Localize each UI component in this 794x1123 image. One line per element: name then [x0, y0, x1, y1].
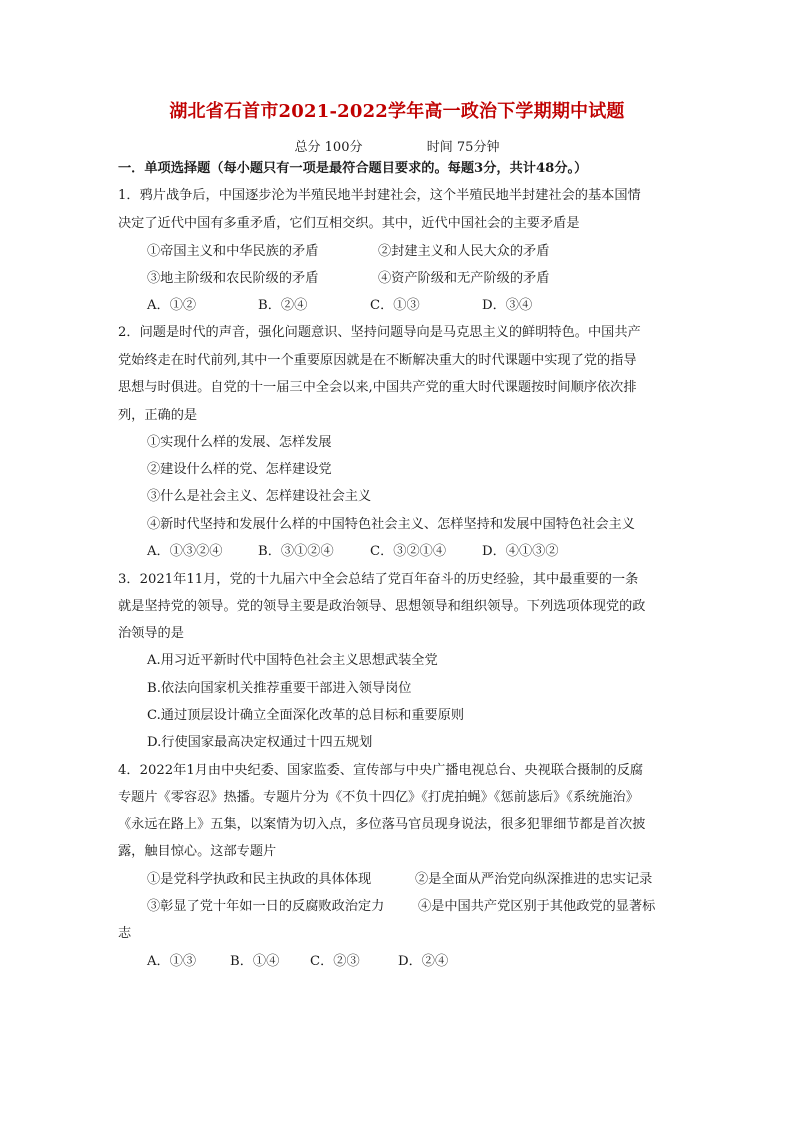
- q4-statement-4: ④是中国共产党区别于其他政党的显著标: [418, 899, 656, 914]
- q1-statement-2: ②封建主义和人民大众的矛盾: [378, 244, 550, 259]
- q4-stem-line4: 露，触目惊心。这部专题片: [118, 844, 277, 859]
- q4-statement-4-cont: 志: [118, 926, 132, 941]
- q4-stem-line2: 专题片《零容忍》热播。专题片分为《不负十四亿》《打虎拍蝇》《惩前毖后》《系统施治》: [118, 790, 639, 805]
- q3-stem-line3: 治领导的是: [118, 626, 184, 641]
- section-heading: 一．单项选择题（每小题只有一项是最符合题目要求的。每题3分，共计48分。）: [118, 161, 588, 176]
- q4-option-c: C．②③: [310, 954, 360, 969]
- q2-option-c: C．③②①④: [370, 544, 447, 559]
- q2-stem-line3: 思想与时俱进。自党的十一届三中全会以来,中国共产党的重大时代课题按时间顺序依次排: [118, 380, 637, 395]
- q4-statement-3: ③彰显了党十年如一日的反腐败政治定力: [147, 899, 385, 914]
- q3-option-a: A.用习近平新时代中国特色社会主义思想武装全党: [147, 653, 438, 668]
- q1-option-a: A．①②: [147, 298, 197, 313]
- q4-option-b: B．①④: [230, 954, 280, 969]
- q1-option-c: C．①③: [370, 298, 420, 313]
- exam-meta: [0, 136, 794, 155]
- q4-statement-2: ②是全面从严治党向纵深推进的忠实记录: [415, 872, 653, 887]
- q2-stem-line2: 党始终走在时代前列,其中一个重要原因就是在不断解决重大的时代课题中实现了党的指导: [118, 353, 637, 368]
- q4-stem-line1: 4．2022年1月由中央纪委、国家监委、宣传部与中央广播电视总台、央视联合摄制的反腐: [118, 763, 644, 778]
- page-title: 湖北省石首市2021-2022学年高一政治下学期期中试题: [169, 101, 625, 122]
- q3-option-c: C.通过顶层设计确立全面深化改革的总目标和重要原则: [147, 708, 465, 723]
- exam-time: 时间 75分钟: [426, 140, 500, 155]
- q1-option-d: D．③④: [482, 298, 533, 313]
- q3-option-b: B.依法向国家机关推荐重要干部进入领导岗位: [147, 681, 412, 696]
- q4-stem-line3: 《永远在路上》五集，以案情为切入点，多位落马官员现身说法，很多犯罪细节都是首次披: [118, 817, 646, 832]
- q1-statement-3: ③地主阶级和农民阶级的矛盾: [147, 271, 319, 286]
- q4-option-a: A．①③: [147, 954, 197, 969]
- q3-option-d: D.行使国家最高决定权通过十四五规划: [147, 735, 373, 750]
- total-score: 总分 100分: [294, 140, 363, 155]
- q2-statement-3: ③什么是社会主义、怎样建设社会主义: [147, 489, 372, 504]
- q1-statement-1: ①帝国主义和中华民族的矛盾: [147, 244, 319, 259]
- q2-statement-4: ④新时代坚持和发展什么样的中国特色社会主义、怎样坚持和发展中国特色社会主义: [147, 517, 635, 532]
- q1-stem-line1: 1．鸦片战争后，中国逐步沦为半殖民地半封建社会，这个半殖民地半封建社会的基本国情: [118, 188, 641, 203]
- q2-statement-1: ①实现什么样的发展、怎样发展: [147, 435, 332, 450]
- q2-option-a: A．①③②④: [147, 544, 223, 559]
- q4-statement-1: ①是党科学执政和民主执政的具体体现: [147, 872, 372, 887]
- q1-stem-line2: 决定了近代中国有多重矛盾，它们互相交织。其中，近代中国社会的主要矛盾是: [118, 216, 580, 231]
- q1-statement-4: ④资产阶级和无产阶级的矛盾: [378, 271, 550, 286]
- q1-option-b: B．②④: [258, 298, 308, 313]
- q2-option-b: B．③①②④: [258, 544, 334, 559]
- q2-stem-line4: 列，正确的是: [118, 408, 198, 423]
- q3-stem-line2: 就是坚持党的领导。党的领导主要是政治领导、思想领导和组织领导。下列选项体现党的政: [118, 599, 646, 614]
- q4-option-d: D．②④: [398, 954, 449, 969]
- q2-stem-line1: 2．问题是时代的声音，强化问题意识、坚持问题导向是马克思主义的鲜明特色。中国共产: [118, 325, 641, 340]
- q3-stem-line1: 3．2021年11月，党的十九届六中全会总结了党百年奋斗的历史经验，其中最重要的一条: [118, 572, 639, 587]
- q2-statement-2: ②建设什么样的党、怎样建设党: [147, 462, 332, 477]
- q2-option-d: D．④①③②: [482, 544, 559, 559]
